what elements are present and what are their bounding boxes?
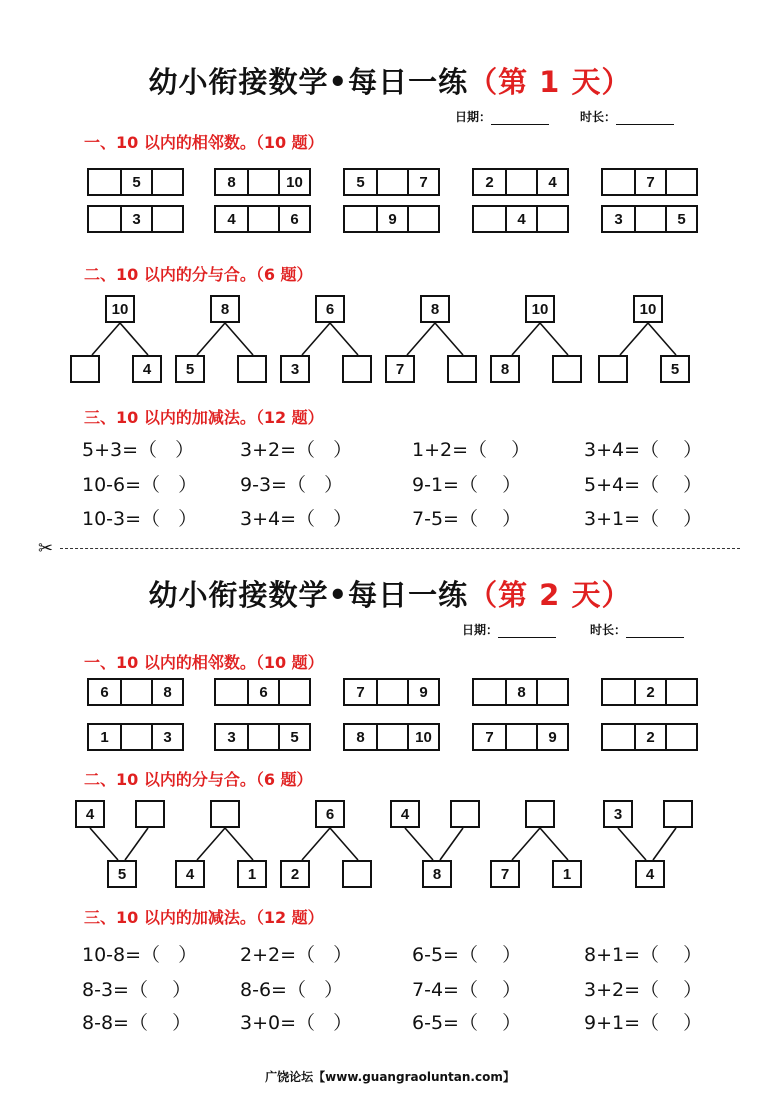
arithmetic-problem[interactable]: 2+2=（ ） [240, 944, 353, 966]
arithmetic-problem[interactable]: 7-5=（ ） [412, 508, 522, 530]
number-cell: 2 [485, 173, 494, 191]
arithmetic-problem[interactable]: 10-6=（ ） [82, 474, 198, 496]
arithmetic-problem[interactable]: 3+2=（ ） [240, 439, 353, 461]
number-cell: 4 [227, 210, 236, 228]
answer-cell[interactable] [505, 725, 536, 749]
number-cell: 6 [247, 680, 278, 704]
number-box: 8 [422, 860, 452, 888]
number-box: 6 [315, 800, 345, 828]
number-cell: 3 [614, 210, 623, 228]
arithmetic-problem[interactable]: 9+1=（ ） [584, 1012, 703, 1034]
number-cell: 2 [634, 680, 665, 704]
neighbor-triplet [214, 723, 311, 751]
neighbor-triplet [601, 205, 698, 233]
arithmetic-problem[interactable]: 3+0=（ ） [240, 1012, 353, 1034]
connector-line [197, 828, 225, 860]
answer-cell[interactable] [247, 170, 278, 194]
answer-cell[interactable] [89, 207, 120, 231]
title-day: （第 2 天） [468, 578, 632, 612]
answer-cell[interactable] [151, 207, 182, 231]
connector-line [407, 323, 435, 355]
title-day: （第 1 天） [468, 65, 632, 99]
number-cell: 8 [151, 680, 182, 704]
number-box: 7 [385, 355, 415, 383]
number-box: 10 [525, 295, 555, 323]
number-box: 5 [175, 355, 205, 383]
arithmetic-problem[interactable]: 8+1=（ ） [584, 944, 703, 966]
neighbor-triplet [343, 723, 440, 751]
date-field[interactable] [462, 621, 556, 638]
date-line[interactable] [491, 112, 549, 125]
number-cell: 1 [100, 728, 109, 746]
number-box: 4 [132, 355, 162, 383]
decompose-tree [175, 295, 275, 387]
number-cell: 5 [665, 207, 696, 231]
answer-cell[interactable] [278, 680, 309, 704]
neighbor-triplet [87, 205, 184, 233]
worksheet-title [0, 573, 780, 614]
decompose-tree [385, 295, 485, 387]
time-field[interactable] [580, 108, 674, 125]
title-main: 幼小衔接数学•每日一练 [148, 578, 469, 612]
answer-box[interactable] [552, 355, 582, 383]
answer-cell[interactable] [665, 680, 696, 704]
arithmetic-problem[interactable]: 5+3=（ ） [82, 439, 195, 461]
number-cell: 5 [120, 170, 151, 194]
neighbor-triplet [601, 723, 698, 751]
connector-line [197, 323, 225, 355]
answer-box[interactable] [342, 860, 372, 888]
answer-cell[interactable] [603, 170, 634, 194]
number-cell: 10 [278, 170, 309, 194]
number-cell: 8 [227, 173, 236, 191]
number-cell: 5 [278, 725, 309, 749]
number-box: 5 [660, 355, 690, 383]
arithmetic-problem[interactable]: 8-8=（ ） [82, 1012, 192, 1034]
number-box: 4 [75, 800, 105, 828]
connector-line [648, 323, 676, 355]
section-neighbors-title: 一、10 以内的相邻数。（10 题） [84, 653, 324, 672]
number-box: 3 [603, 800, 633, 828]
arithmetic-problem[interactable]: 10-8=（ ） [82, 944, 198, 966]
arithmetic-problem[interactable]: 7-4=（ ） [412, 979, 522, 1001]
answer-cell[interactable] [603, 725, 634, 749]
time-line[interactable] [626, 625, 684, 638]
answer-box[interactable] [450, 800, 480, 828]
answer-box[interactable] [135, 800, 165, 828]
neighbor-triplet [343, 168, 440, 196]
number-cell: 9 [536, 725, 567, 749]
connector-line [540, 828, 568, 860]
number-cell: 4 [505, 207, 536, 231]
answer-cell[interactable] [120, 725, 151, 749]
decompose-tree [385, 800, 485, 892]
arithmetic-problem[interactable]: 3+1=（ ） [584, 508, 703, 530]
section-decompose-title: 二、10 以内的分与合。（6 题） [84, 265, 313, 284]
number-cell: 10 [407, 725, 438, 749]
neighbor-triplet [601, 168, 698, 196]
connector-line [618, 828, 646, 860]
connector-line [540, 323, 568, 355]
arithmetic-problem[interactable]: 3+4=（ ） [240, 508, 353, 530]
answer-cell[interactable] [151, 170, 182, 194]
date-field[interactable] [455, 108, 549, 125]
number-box: 1 [237, 860, 267, 888]
number-box: 4 [390, 800, 420, 828]
date-label: 日期： [455, 110, 492, 124]
answer-cell[interactable] [247, 725, 278, 749]
answer-cell[interactable] [603, 680, 634, 704]
number-box: 6 [315, 295, 345, 323]
section-arithmetic-title: 三、10 以内的加减法。（12 题） [84, 408, 324, 427]
answer-box[interactable] [663, 800, 693, 828]
section-decompose-title: 二、10 以内的分与合。（6 题） [84, 770, 313, 789]
answer-cell[interactable] [665, 725, 696, 749]
connector-line [512, 828, 540, 860]
neighbor-triplet [472, 723, 569, 751]
connector-line [120, 323, 148, 355]
date-line[interactable] [498, 625, 556, 638]
neighbor-triplet [472, 678, 569, 706]
worksheet-title [0, 60, 780, 101]
number-cell: 3 [151, 725, 182, 749]
time-label: 时长： [580, 110, 617, 124]
scissors-icon: ✂ [38, 538, 54, 559]
connector-line [92, 323, 120, 355]
decompose-tree [70, 295, 170, 387]
number-box: 10 [105, 295, 135, 323]
connector-line [125, 828, 148, 860]
number-cell: 6 [278, 207, 309, 231]
connector-line [440, 828, 463, 860]
neighbor-triplet [601, 678, 698, 706]
decompose-tree [598, 295, 698, 387]
connector-line [225, 323, 253, 355]
time-line[interactable] [616, 112, 674, 125]
section-arithmetic-title: 三、10 以内的加减法。（12 题） [84, 908, 324, 927]
answer-cell[interactable] [474, 680, 505, 704]
answer-cell[interactable] [665, 170, 696, 194]
number-cell: 5 [356, 173, 365, 191]
neighbor-triplet [472, 205, 569, 233]
neighbor-triplet [214, 678, 311, 706]
number-cell: 6 [100, 683, 109, 701]
neighbor-triplet [343, 678, 440, 706]
number-cell: 4 [536, 170, 567, 194]
answer-cell[interactable] [120, 680, 151, 704]
connector-line [302, 828, 330, 860]
number-cell: 2 [634, 725, 665, 749]
section-neighbors-title: 一、10 以内的相邻数。（10 题） [84, 133, 324, 152]
number-box: 3 [280, 355, 310, 383]
answer-cell[interactable] [505, 170, 536, 194]
neighbor-triplet [87, 168, 184, 196]
decompose-tree [280, 295, 380, 387]
number-box: 10 [633, 295, 663, 323]
connector-line [653, 828, 676, 860]
number-cell: 7 [634, 170, 665, 194]
number-box: 8 [210, 295, 240, 323]
answer-box[interactable] [70, 355, 100, 383]
answer-cell[interactable] [536, 207, 567, 231]
decompose-tree [70, 800, 170, 892]
neighbor-triplet [214, 205, 311, 233]
decompose-tree [175, 800, 275, 892]
number-box: 4 [635, 860, 665, 888]
answer-cell[interactable] [345, 207, 376, 231]
time-field[interactable] [590, 621, 684, 638]
answer-cell[interactable] [407, 207, 438, 231]
answer-box[interactable] [342, 355, 372, 383]
answer-cell[interactable] [89, 170, 120, 194]
number-cell: 7 [485, 728, 494, 746]
answer-cell[interactable] [634, 207, 665, 231]
arithmetic-problem[interactable]: 9-3=（ ） [240, 474, 344, 496]
arithmetic-problem[interactable]: 9-1=（ ） [412, 474, 522, 496]
arithmetic-problem[interactable]: 6-5=（ ） [412, 1012, 522, 1034]
number-cell: 8 [356, 728, 365, 746]
answer-cell[interactable] [376, 170, 407, 194]
number-box: 8 [420, 295, 450, 323]
decompose-tree [490, 800, 590, 892]
arithmetic-problem[interactable]: 1+2=（ ） [412, 439, 531, 461]
neighbor-triplet [87, 678, 184, 706]
decompose-tree [280, 800, 380, 892]
answer-box[interactable] [598, 355, 628, 383]
answer-box[interactable] [237, 355, 267, 383]
arithmetic-problem[interactable]: 3+2=（ ） [584, 979, 703, 1001]
neighbor-triplet [343, 205, 440, 233]
connector-line [225, 828, 253, 860]
number-box: 8 [490, 355, 520, 383]
connector-line [435, 323, 463, 355]
number-cell: 3 [120, 207, 151, 231]
answer-cell[interactable] [376, 725, 407, 749]
number-cell: 7 [407, 170, 438, 194]
number-cell: 7 [356, 683, 365, 701]
number-cell: 3 [227, 728, 236, 746]
number-box: 5 [107, 860, 137, 888]
connector-line [330, 828, 358, 860]
neighbor-triplet [87, 723, 184, 751]
answer-box[interactable] [525, 800, 555, 828]
arithmetic-problem[interactable]: 8-3=（ ） [82, 979, 192, 1001]
title-main: 幼小衔接数学•每日一练 [148, 65, 469, 99]
number-box: 2 [280, 860, 310, 888]
footer: 广饶论坛【www.guangraoluntan.com】 [265, 1070, 515, 1084]
neighbor-triplet [472, 168, 569, 196]
answer-box[interactable] [447, 355, 477, 383]
answer-cell[interactable] [376, 680, 407, 704]
connector-line [90, 828, 118, 860]
decompose-tree [490, 295, 590, 387]
answer-cell[interactable] [474, 207, 505, 231]
number-cell: 8 [505, 680, 536, 704]
answer-box[interactable] [210, 800, 240, 828]
connector-line [620, 323, 648, 355]
day-1-worksheet [0, 0, 780, 545]
cut-line [60, 548, 740, 549]
decompose-tree [598, 800, 698, 892]
arithmetic-problem[interactable]: 8-6=（ ） [240, 979, 344, 1001]
connector-line [302, 323, 330, 355]
answer-cell[interactable] [536, 680, 567, 704]
connector-line [405, 828, 433, 860]
arithmetic-problem[interactable]: 5+4=（ ） [584, 474, 703, 496]
day-2-worksheet [0, 555, 780, 1055]
answer-cell[interactable] [247, 207, 278, 231]
arithmetic-problem[interactable]: 10-3=（ ） [82, 508, 198, 530]
answer-cell[interactable] [216, 680, 247, 704]
number-box: 4 [175, 860, 205, 888]
number-box: 1 [552, 860, 582, 888]
connector-line [512, 323, 540, 355]
date-label: 日期： [462, 623, 499, 637]
time-label: 时长： [590, 623, 627, 637]
number-cell: 9 [376, 207, 407, 231]
connector-line [330, 323, 358, 355]
number-box: 7 [490, 860, 520, 888]
arithmetic-problem[interactable]: 6-5=（ ） [412, 944, 522, 966]
arithmetic-problem[interactable]: 3+4=（ ） [584, 439, 703, 461]
neighbor-triplet [214, 168, 311, 196]
number-cell: 9 [407, 680, 438, 704]
